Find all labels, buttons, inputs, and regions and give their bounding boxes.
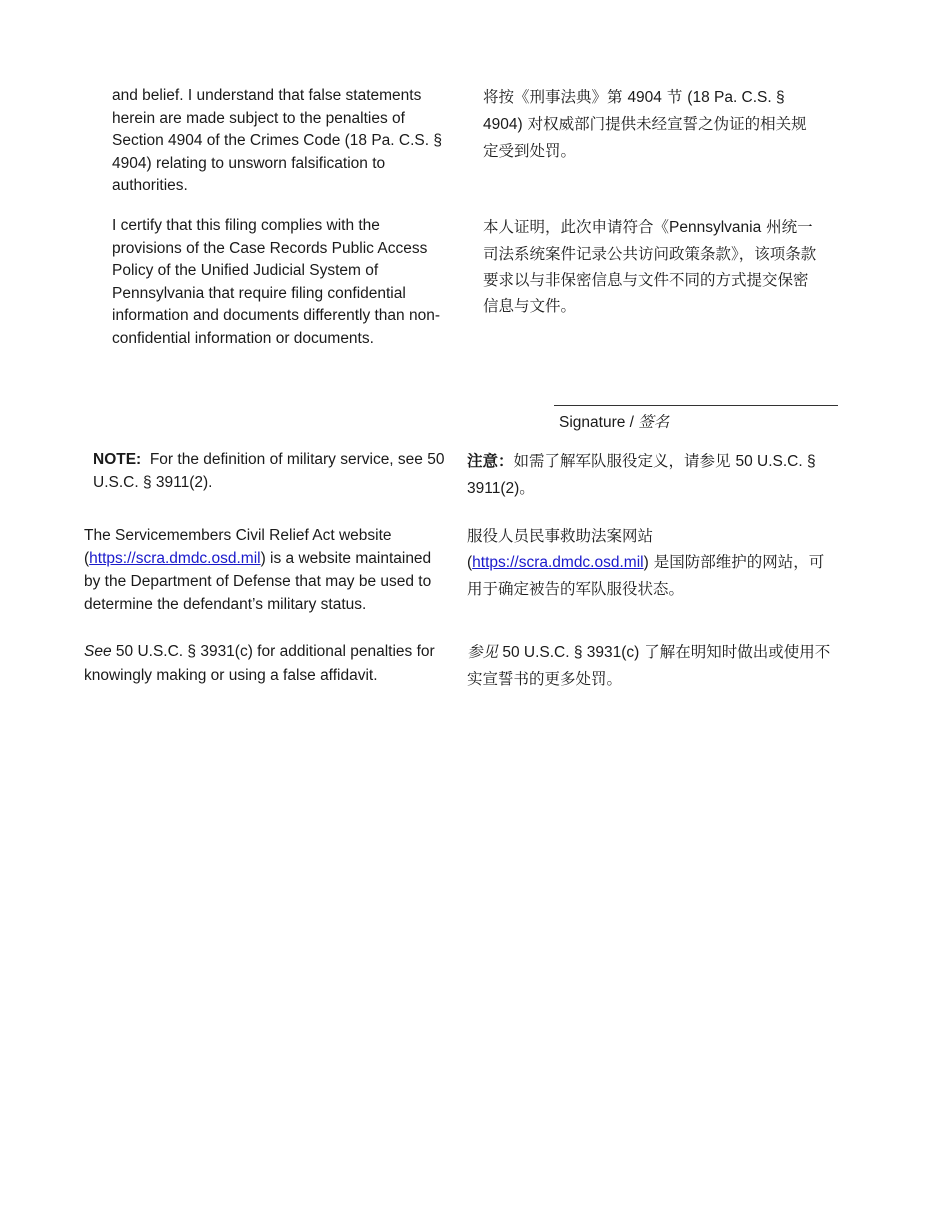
signature-line: [554, 405, 838, 406]
note-en: NOTE: For the definition of military service, see 50 U.S.C. § 3911(2).: [93, 451, 449, 491]
penalties-en: See 50 U.S.C. § 3931(c) for additional penalties for knowingly making or using a false affidavit.: [84, 643, 435, 684]
scra-link-zh[interactable]: https://scra.dmdc.osd.mil: [472, 554, 644, 571]
perjury-statement-en: and belief. I understand that false statements herein are made subject to the penalties of Section 4904 of the Crimes Code (18 Pa. C.S. § 4904) relating to unsworn falsification to authorities.: [112, 87, 442, 194]
note-zh: 注意：如需了解军队服役定义，请参见 50 U.S.C. § 3911(2)。: [467, 451, 816, 497]
certification-en: I certify that this filing complies with the provisions of the Case Records Public Access Policy of the Unified Judicial System of Pennsylvania that require filing confidential information and documents differently than non-confidential information or documents.: [112, 217, 440, 347]
scra-website-en: The Servicemembers Civil Relief Act website (https://scra.dmdc.osd.mil) is a website maintained by the Department of Defense that may be used to determine the defendant’s military status.: [84, 527, 432, 613]
certification-zh: 本人证明，此次申请符合《Pennsylvania 州统一司法系统案件记录公共访问政策条款》，该项条款要求以与非保密信息与文件不同的方式提交保密信息与文件。: [483, 218, 817, 315]
signature-label: Signature / 签名: [559, 413, 670, 431]
scra-website-zh: 服役人员民事救助法案网站 (https://scra.dmdc.osd.mil) 是国防部维护的网站，可用于确定被告的军队服役状态。: [467, 527, 825, 598]
scra-link-en[interactable]: https://scra.dmdc.osd.mil: [89, 550, 261, 567]
penalties-zh: 参见 50 U.S.C. § 3931(c) 了解在明知时做出或使用不实宣誓书的更多处罚。: [467, 643, 831, 688]
perjury-statement-zh: 将按《刑事法典》第 4904 节 (18 Pa. C.S. § 4904) 对权威部门提供未经宣誓之伪证的相关规定受到处罚。: [483, 88, 807, 160]
